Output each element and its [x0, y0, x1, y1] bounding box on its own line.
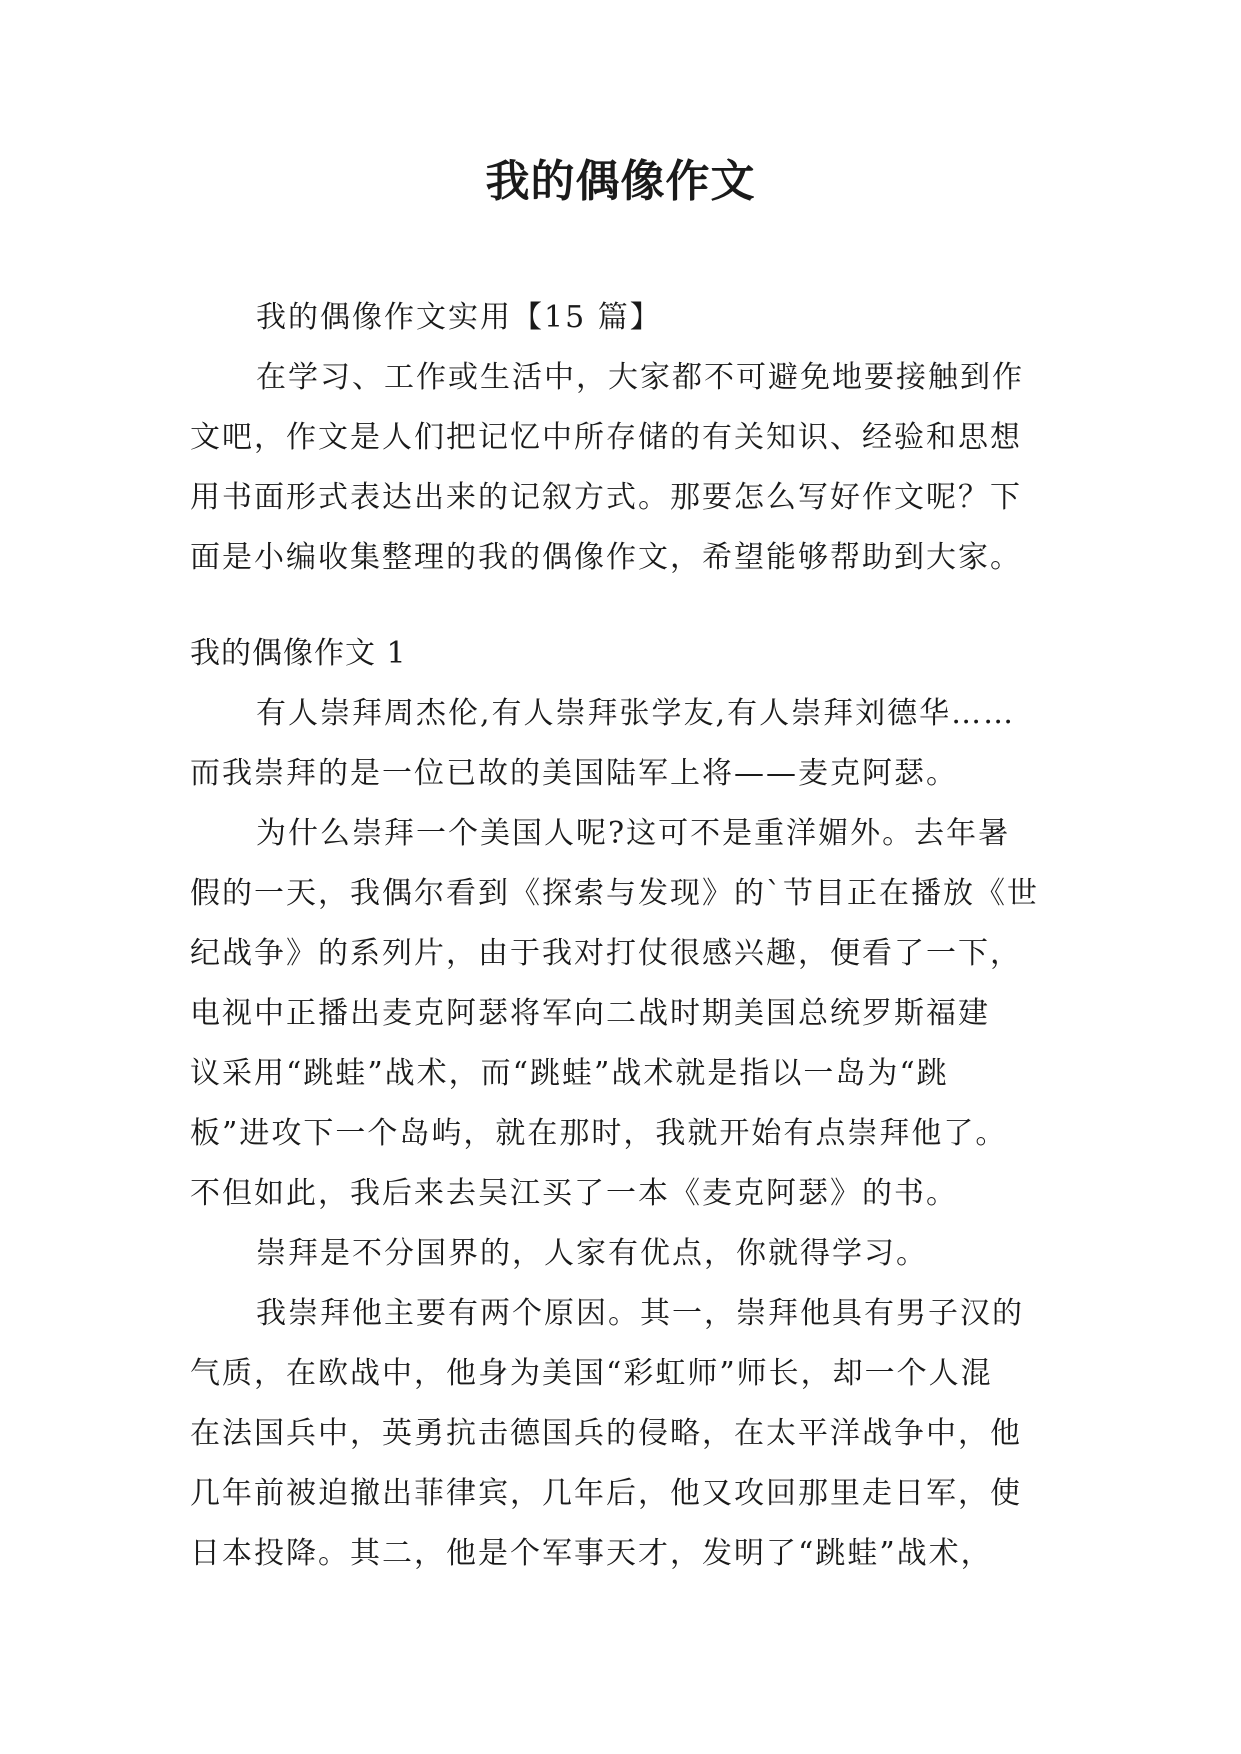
text-line: 在学习、工作或生活中，大家都不可避免地要接触到作	[256, 360, 1024, 395]
spacer	[190, 588, 1070, 624]
text-line: 有人崇拜周杰伦,有人崇拜张学友,有人崇拜刘德华……	[256, 696, 1016, 731]
text-line: 而我崇拜的是一位已故的美国陆军上将——麦克阿瑟。	[190, 756, 958, 791]
text-line: 在法国兵中，英勇抗击德国兵的侵略，在太平洋战争中，他	[190, 1416, 1022, 1451]
intro-paragraph	[190, 348, 1070, 588]
text-line: 电视中正播出麦克阿瑟将军向二战时期美国总统罗斯福建	[190, 996, 990, 1031]
paragraph	[190, 1224, 1070, 1284]
text-line: 文吧，作文是人们把记忆中所存储的有关知识、经验和思想	[190, 420, 1022, 455]
text-line: 不但如此，我后来去吴江买了一本《麦克阿瑟》的书。	[190, 1176, 958, 1211]
text-line: 崇拜是不分国界的，人家有优点，你就得学习。	[256, 1236, 928, 1271]
text-line: 用书面形式表达出来的记叙方式。那要怎么写好作文呢？下	[190, 480, 1022, 515]
text-line: 议采用“跳蛙”战术，而“跳蛙”战术就是指以一岛为“跳	[190, 1056, 949, 1091]
text-line: 几年前被迫撤出菲律宾，几年后，他又攻回那里走日军，使	[190, 1476, 1022, 1511]
text-line: 纪战争》的系列片，由于我对打仗很感兴趣，便看了一下，	[190, 936, 1022, 971]
paragraph	[190, 1284, 1070, 1584]
text-line: 我崇拜他主要有两个原因。其一，崇拜他具有男子汉的	[256, 1296, 1024, 1331]
document-title: 我的偶像作文	[485, 156, 756, 207]
text-line: 板”进攻下一个岛屿，就在那时，我就开始有点崇拜他了。	[190, 1116, 1008, 1151]
subtitle: 我的偶像作文实用【15 篇】	[256, 300, 662, 335]
paragraph	[190, 804, 1070, 1224]
text-line: 假的一天，我偶尔看到《探索与发现》的`节目正在播放《世	[190, 876, 1039, 911]
document-body	[190, 288, 1070, 1584]
text-line: 面是小编收集整理的我的偶像作文，希望能够帮助到大家。	[190, 540, 1022, 575]
text-line: 气质，在欧战中，他身为美国“彩虹师”师长，却一个人混	[190, 1356, 993, 1391]
paragraph	[190, 684, 1070, 804]
text-line: 日本投降。其二，他是个军事天才，发明了“跳蛙”战术，	[190, 1536, 993, 1571]
text-line: 为什么崇拜一个美国人呢?这可不是重洋媚外。去年暑	[256, 816, 1011, 851]
section-heading: 我的偶像作文 1	[190, 636, 407, 671]
